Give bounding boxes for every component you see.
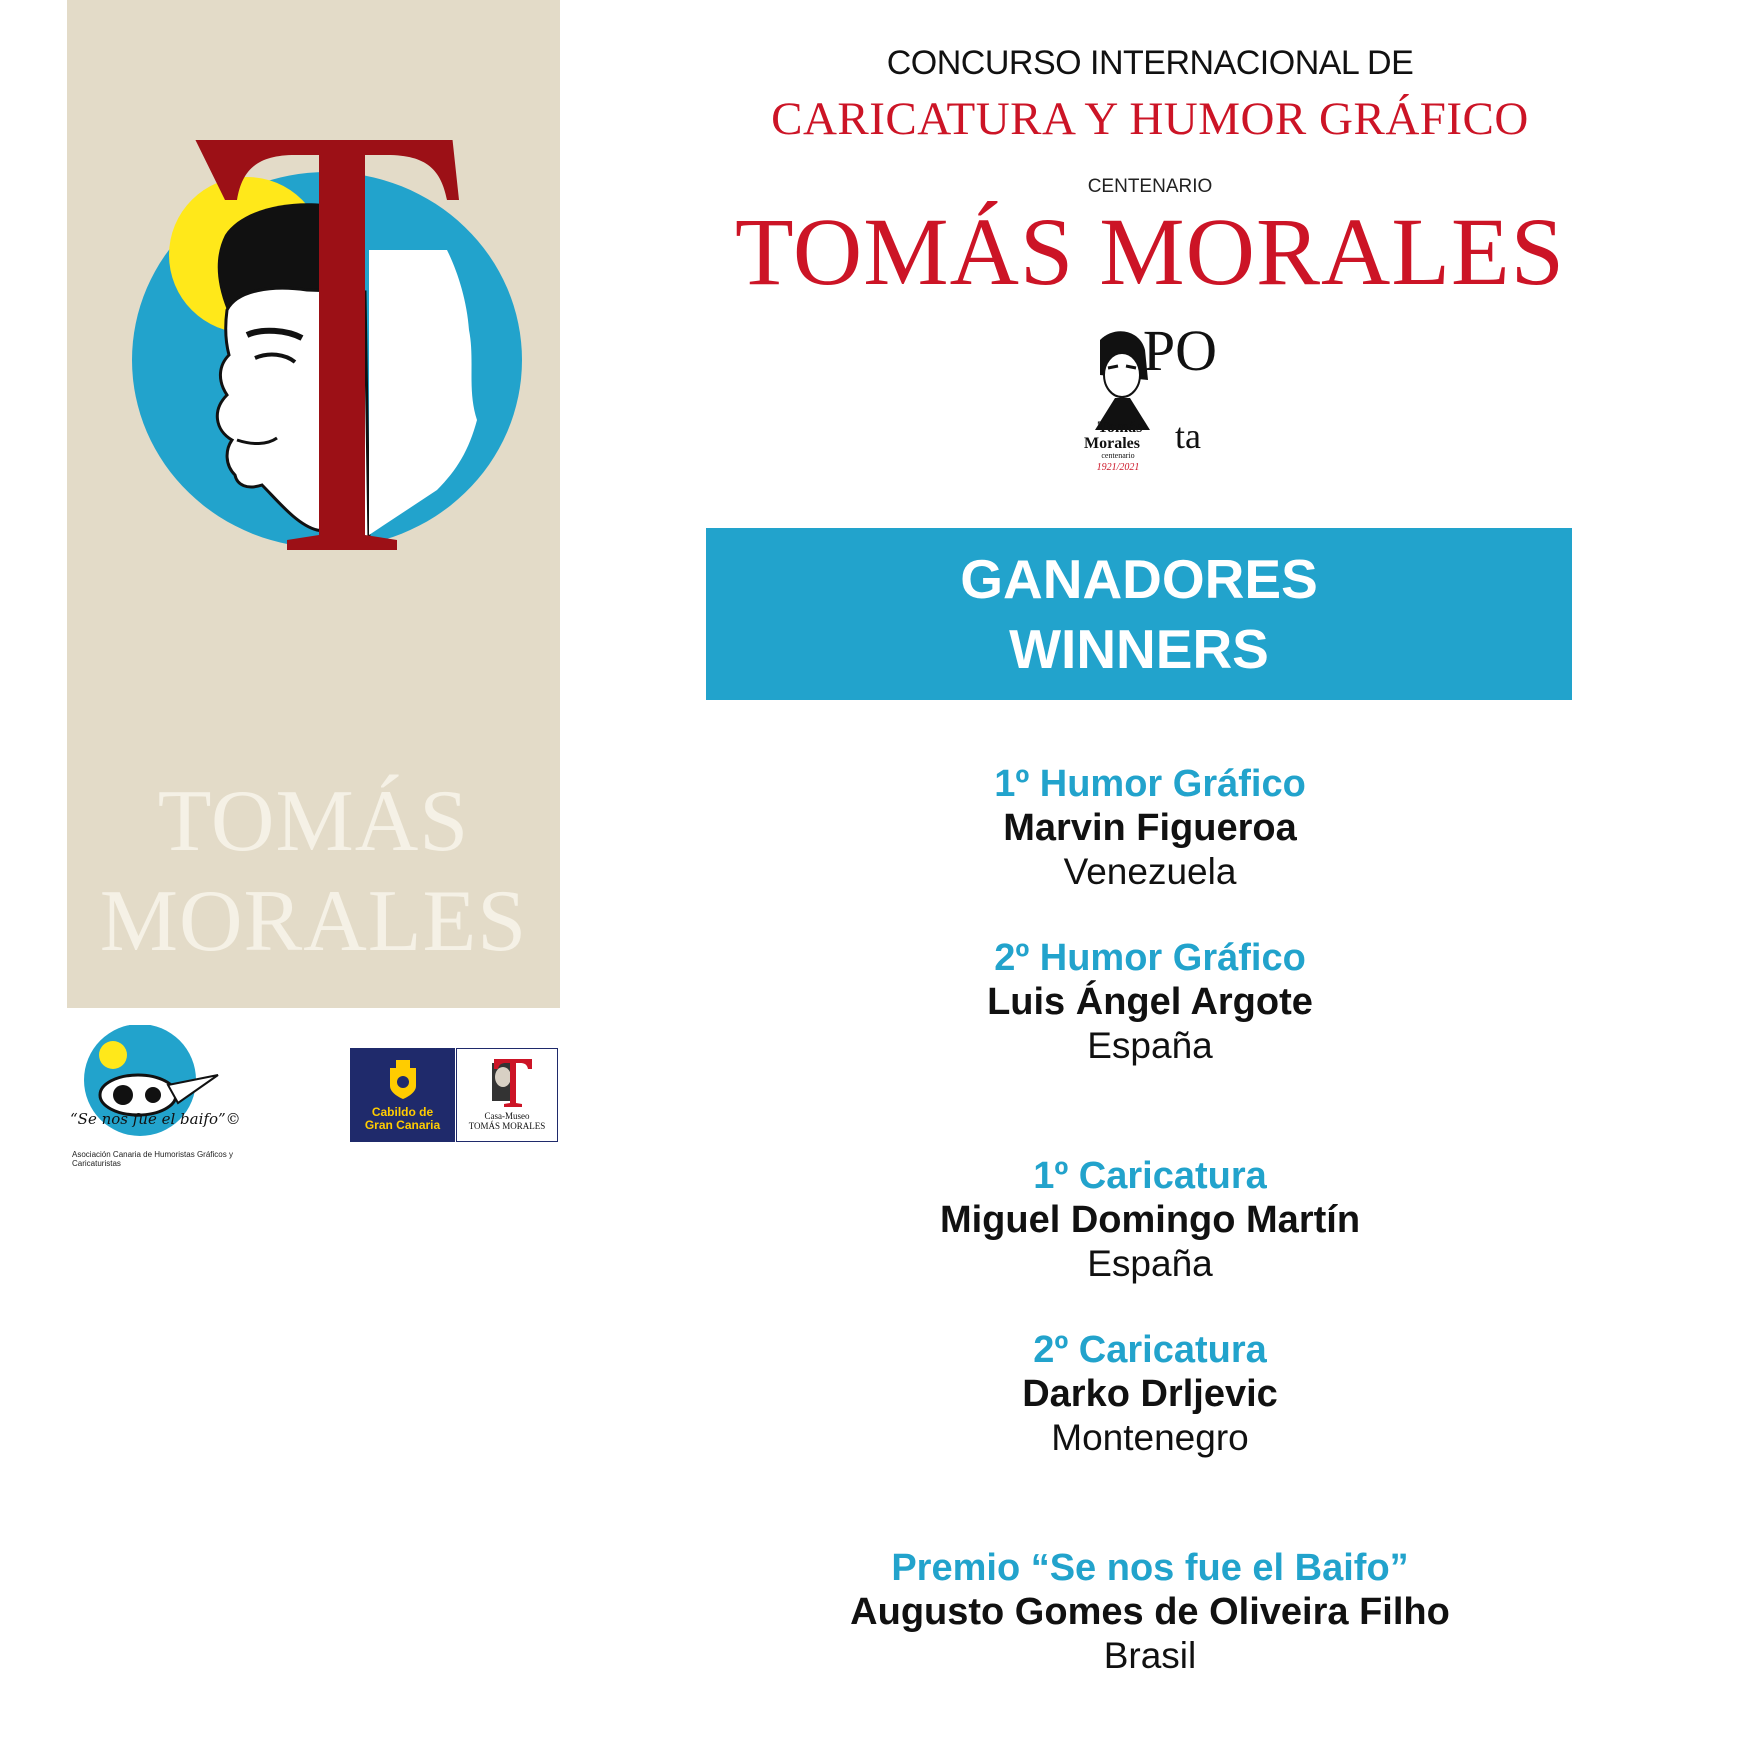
poeta-ta: ta [1175,416,1201,456]
watermark-tomas: TOMÁS [157,773,470,870]
page-title: TOMÁS MORALES [734,198,1566,305]
casa-line1: Casa-Museo [484,1111,530,1121]
poeta-letters: PO [1142,320,1218,383]
winner-country: España [1087,1243,1213,1284]
winner-category: 1º Caricatura [1033,1155,1267,1197]
banner-line-en: WINNERS [1009,618,1269,680]
winner-country: Venezuela [1063,851,1237,892]
casa-line2: TOMÁS MORALES [468,1121,546,1131]
cabildo-line1: Cabildo de [371,1105,434,1119]
tomas-morales-caricature-logo [97,140,547,560]
winner-name: Darko Drljevic [1022,1373,1278,1415]
logo-letter: T [97,140,98,141]
centenario-label: CENTENARIO [1087,176,1213,197]
poeta-years: 1921/2021 [1096,462,1140,473]
watermark-morales: MORALES [99,873,528,970]
winner-entry [700,1546,1600,1678]
winner-name: Miguel Domingo Martín [939,1199,1361,1241]
winner-country: Montenegro [1051,1417,1249,1458]
banner-line-es: GANADORES [960,548,1318,610]
winner-name: Augusto Gomes de Oliveira Filho [850,1591,1450,1633]
coat-of-arms-icon [386,1060,420,1100]
t-portrait-icon [480,1057,534,1107]
cabildo-line2: Gran Canaria [364,1118,441,1132]
winner-name: Marvin Figueroa [1003,807,1297,849]
left-panel [67,0,560,1008]
winner-category: 2º Caricatura [1033,1329,1267,1371]
casa-museo-logo [456,1048,558,1142]
winner-entry [700,762,1600,894]
baifo-association: Asociación Canaria de Humoristas Gráficos y Caricaturistas [72,1150,233,1168]
winner-category: 1º Humor Gráfico [994,763,1306,805]
winner-name: Luis Ángel Argote [987,981,1313,1023]
contest-label: CONCURSO INTERNACIONAL DE [886,44,1414,82]
baifo-caption: “Se nos fue el baifo”© [70,1110,241,1128]
winner-category: 2º Humor Gráfico [994,937,1306,979]
cabildo-gran-canaria-logo [350,1048,455,1142]
winner-entry [700,1154,1600,1286]
baifo-logo [68,1025,268,1165]
winner-entry [700,1328,1600,1460]
poeta-name1: Tomás [1097,419,1143,436]
winners-banner [706,528,1572,700]
winner-category: Premio “Se nos fue el Baifo” [891,1547,1409,1589]
winner-country: Brasil [1103,1635,1197,1676]
winner-country: España [1087,1025,1213,1066]
winner-entry [700,936,1600,1068]
contest-subtitle: CARICATURA Y HUMOR GRÁFICO [771,93,1529,145]
poeta-sub: centenario [1101,451,1135,460]
poeta-name2: Morales [1084,435,1140,452]
poeta-logo [1060,320,1220,480]
